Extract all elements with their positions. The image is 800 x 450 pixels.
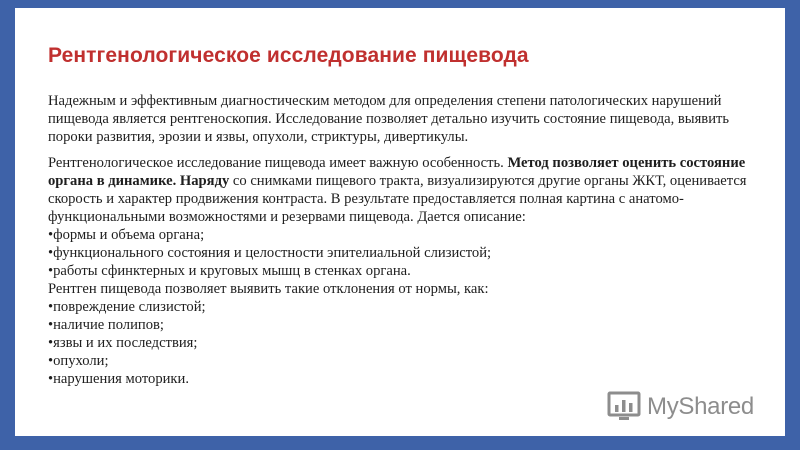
watermark — [607, 390, 754, 424]
paragraph-1: Надежным и эффективным диагностическим методом для определения степени патологических нарушений пищевода является рентгеноскопия. Исследование позволяет детально изучить состояние пищевода, выявить пороки развития, эрозии и язвы, опухоли, стриктуры, дивертикулы. — [48, 93, 730, 145]
slide-content — [48, 92, 768, 388]
list-item: •нарушения моторики. — [48, 371, 189, 387]
paragraph-2-bold-1: Метод позволяет оценить состояние органа в динамике. — [48, 155, 746, 189]
watermark-text: MyShared — [647, 393, 754, 420]
slide — [15, 8, 785, 436]
myshared-logo-icon — [607, 390, 641, 424]
paragraph-2-bold-2: Наряду — [179, 173, 230, 189]
list-item: •опухоли; — [48, 353, 109, 369]
list-item: •наличие полипов; — [48, 317, 164, 333]
paragraph-2-rest: со снимками пищевого тракта, визуализируются другие органы ЖКТ, оценивается скорость и характер продвижения контраста. В результате предоставляется полная картина с анатомо-функциональными возможностями и резервами пищевода. Дается описание: — [48, 173, 747, 225]
paragraph-2-intro: Рентгенологическое исследование пищевода имеет важную особенность. — [48, 155, 508, 171]
slide-title: Рентгенологическое исследование пищевода — [48, 44, 529, 67]
list-item: •язвы и их последствия; — [48, 335, 198, 351]
list-item: •повреждение слизистой; — [48, 299, 206, 315]
paragraph-2 — [48, 154, 768, 226]
list-item: •формы и объема органа; — [48, 227, 205, 243]
paragraph-3: Рентген пищевода позволяет выявить такие отклонения от нормы, как: — [48, 281, 489, 297]
list-item: •работы сфинктерных и круговых мышц в стенках органа. — [48, 263, 411, 279]
list-item: •функционального состояния и целостности эпителиальной слизистой; — [48, 245, 492, 261]
